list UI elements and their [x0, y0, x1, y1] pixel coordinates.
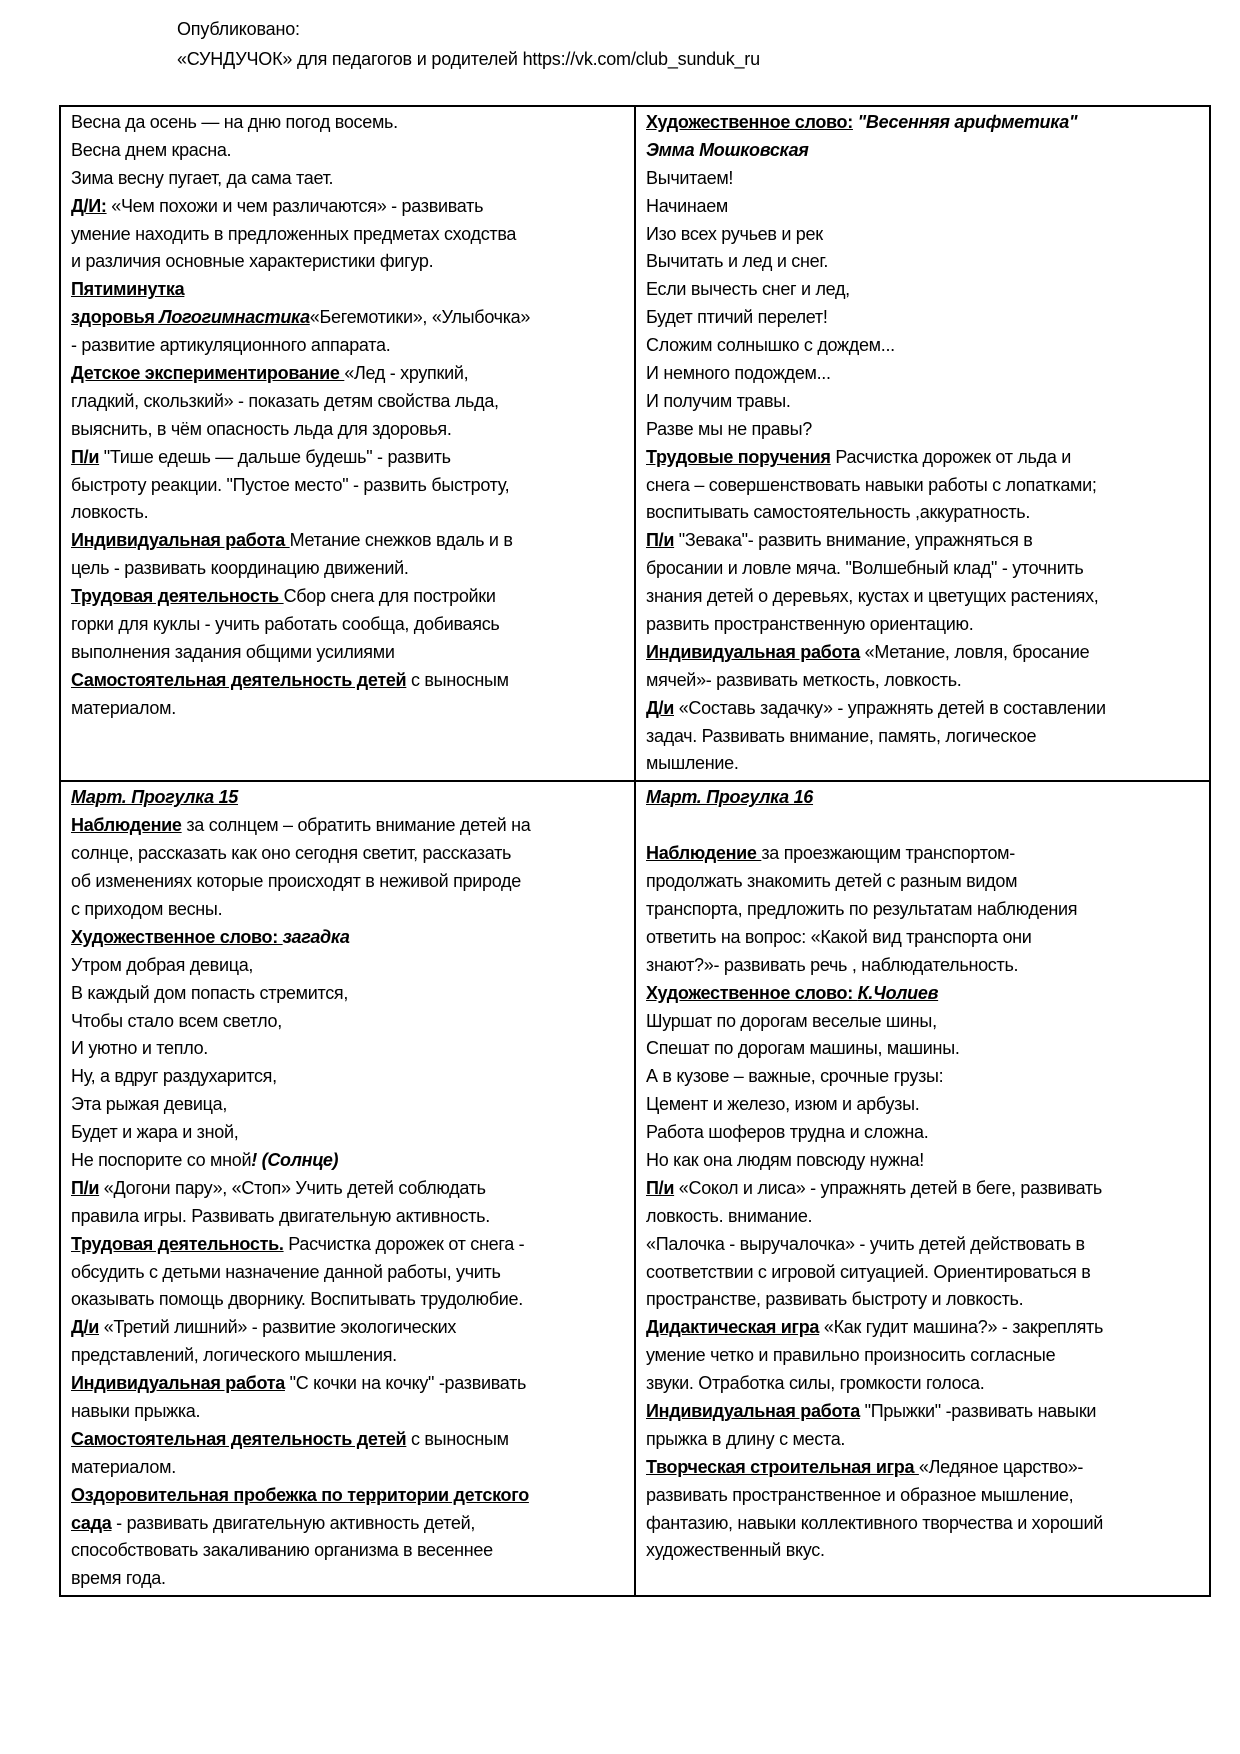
- body-text: быстроту реакции. "Пустое место" - развить быстроту,: [71, 474, 510, 495]
- text-line: [71, 1147, 626, 1175]
- text-line: [71, 555, 626, 583]
- body-text: Весна да осень — на дню погод восемь.: [71, 112, 398, 132]
- body-text: пространстве, развивать быстроту и ловкость.: [646, 1289, 1024, 1310]
- text-line: [646, 1035, 1201, 1063]
- text-line: [71, 1063, 626, 1091]
- text-line: [71, 332, 626, 360]
- heading-text: Самостоятельная деятельность детей: [71, 1428, 407, 1449]
- body-text: Весна днем красна.: [71, 139, 232, 160]
- body-text: Метание снежков вдаль и в: [289, 530, 513, 551]
- body-text: ловкость. внимание.: [646, 1205, 813, 1226]
- text-line: [71, 472, 626, 500]
- body-text: соответствии с игровой ситуацией. Ориентироваться в: [646, 1261, 1091, 1282]
- body-text: развивать пространственное и образное мышление,: [646, 1484, 1074, 1505]
- body-text: художественный вкус.: [646, 1540, 825, 1561]
- body-text: ловкость.: [71, 502, 149, 523]
- body-text: Зима весну пугает, да сама тает.: [71, 167, 334, 188]
- body-text: мячей»- развивать меткость, ловкость.: [646, 669, 962, 690]
- text-line: [71, 583, 626, 611]
- body-text: Вычитаем!: [646, 167, 734, 188]
- body-text: «Как гудит машина?» - закреплять: [819, 1317, 1104, 1338]
- body-text: Утром добрая девица,: [71, 954, 254, 975]
- text-line: [646, 444, 1201, 472]
- body-text: - развитие артикуляционного аппарата.: [71, 335, 391, 356]
- body-text: Начинаем: [646, 195, 728, 216]
- text-line: [646, 1203, 1201, 1231]
- body-text: Но как она людям повсюду нужна!: [646, 1149, 924, 1170]
- body-text: "Прыжки" -развивать навыки: [859, 1400, 1097, 1421]
- heading-text: Д/и: [646, 697, 674, 718]
- heading-text: Художественное слово:: [71, 926, 283, 947]
- text-line: [71, 980, 626, 1008]
- text-line: [71, 667, 626, 695]
- body-text: материалом.: [71, 1456, 176, 1477]
- text-line: [71, 444, 626, 472]
- heading-text: Логогимнастика: [159, 307, 310, 328]
- body-text: способствовать закаливанию организма в весеннее: [71, 1540, 493, 1561]
- body-text: "Зевака"- развить внимание, упражняться в: [674, 530, 1033, 551]
- text-line: [71, 499, 626, 527]
- text-line: [71, 1091, 626, 1119]
- heading-text: К.Чолиев: [857, 982, 939, 1003]
- heading-text: Март. Прогулка 16: [646, 787, 814, 808]
- body-text: «Сокол и лиса» - упражнять детей в беге, развивать: [674, 1177, 1102, 1198]
- body-text: Эта рыжая девица,: [71, 1094, 228, 1115]
- heading-text: Детское экспериментирование: [71, 363, 345, 384]
- heading-text: Наблюдение: [646, 843, 762, 864]
- body-text: «Догони пару», «Стоп» Учить детей соблюдать: [99, 1177, 486, 1198]
- body-text: Сбор снега для постройки: [283, 586, 496, 607]
- text-line: [646, 1008, 1201, 1036]
- heading-text: Трудовые поручения: [646, 446, 831, 467]
- text-line: [646, 1426, 1201, 1454]
- body-text: цель - развивать координацию движений.: [71, 558, 409, 579]
- text-line: [646, 812, 1201, 840]
- body-text: И уютно и тепло.: [71, 1038, 209, 1059]
- text-line: [71, 1510, 626, 1538]
- body-text: навыки прыжка.: [71, 1400, 201, 1421]
- text-line: [646, 304, 1201, 332]
- body-text: А в кузове – важные, срочные грузы:: [646, 1066, 944, 1087]
- body-text: Работа шоферов трудна и сложна.: [646, 1122, 929, 1143]
- heading-text: Оздоровительная пробежка по территории детского: [71, 1484, 529, 1505]
- body-text: "Тише едешь — дальше будешь" - развить: [99, 446, 451, 467]
- text-line: [71, 1175, 626, 1203]
- body-text: Ну, а вдруг раздухарится,: [71, 1066, 277, 1087]
- text-line: [71, 1482, 626, 1510]
- text-line: [646, 1231, 1201, 1259]
- body-text: обсудить с детьми назначение данной работы, учить: [71, 1261, 501, 1282]
- text-line: [646, 924, 1201, 952]
- heading-text: Творческая строительная игра: [646, 1456, 919, 1477]
- text-line: [646, 952, 1201, 980]
- body-text: выяснить, в чём опасность льда для здоровья.: [71, 418, 452, 439]
- text-line: [71, 416, 626, 444]
- heading-text: Индивидуальная работа: [646, 1400, 860, 1421]
- text-line: [646, 1537, 1201, 1565]
- heading-text: Март. Прогулка 15: [71, 787, 239, 808]
- text-line: [71, 109, 626, 137]
- text-line: [646, 109, 1201, 137]
- heading-text: Индивидуальная работа: [71, 1373, 285, 1394]
- heading-text: П/и: [646, 530, 675, 551]
- text-line: [646, 896, 1201, 924]
- table-cell-walk-16: [635, 781, 1210, 1596]
- body-text: воспитывать самостоятельность ,аккуратность.: [646, 502, 1031, 523]
- body-text: знания детей о деревьях, кустах и цветущих растениях,: [646, 586, 1099, 607]
- text-line: [646, 1482, 1201, 1510]
- text-line: [646, 1063, 1201, 1091]
- heading-text: Самостоятельная деятельность детей: [71, 669, 407, 690]
- body-text: - развивать двигательную активность детей,: [111, 1512, 476, 1533]
- heading-text: Д/и: [71, 1317, 99, 1338]
- text-line: [71, 1119, 626, 1147]
- text-line: [646, 555, 1201, 583]
- body-text: Разве мы не правы?: [646, 418, 812, 439]
- body-text: «Чем похожи и чем различаются» - развивать: [106, 195, 484, 216]
- text-line: [646, 695, 1201, 723]
- body-text: Расчистка дорожек от льда и: [830, 446, 1071, 467]
- text-line: [71, 221, 626, 249]
- text-line: [646, 639, 1201, 667]
- body-text: солнце, рассказать как оно сегодня светит, рассказать: [71, 843, 512, 864]
- heading-text: П/и: [71, 1177, 100, 1198]
- text-line: [646, 1370, 1201, 1398]
- text-line: [71, 1342, 626, 1370]
- body-text: В каждый дом попасть стремится,: [71, 982, 349, 1003]
- text-line: [646, 667, 1201, 695]
- body-text: И немного подождем...: [646, 363, 831, 384]
- body-text: «Третий лишний» - развитие экологических: [99, 1317, 457, 1338]
- heading-text: Пятиминутка: [71, 279, 185, 300]
- body-text: продолжать знакомить детей с разным видом: [646, 871, 1018, 892]
- text-line: [71, 896, 626, 924]
- text-line: [646, 723, 1201, 751]
- text-line: [71, 1203, 626, 1231]
- text-line: [646, 388, 1201, 416]
- body-text: звуки. Отработка силы, громкости голоса.: [646, 1373, 985, 1394]
- text-line: [71, 784, 626, 812]
- body-text: бросании и ловле мяча. "Волшебный клад" - уточнить: [646, 558, 1084, 579]
- text-line: [646, 360, 1201, 388]
- text-line: [646, 221, 1201, 249]
- body-text: мышление.: [646, 753, 739, 774]
- text-line: [71, 1259, 626, 1287]
- text-line: [71, 1537, 626, 1565]
- text-line: [71, 840, 626, 868]
- text-line: [646, 1091, 1201, 1119]
- body-text: ответить на вопрос: «Какой вид транспорта они: [646, 926, 1032, 947]
- heading-text: сада: [71, 1512, 112, 1533]
- heading-text: П/и: [71, 446, 100, 467]
- text-line: [71, 924, 626, 952]
- body-text: за солнцем – обратить внимание детей на: [181, 815, 531, 836]
- table-row: [60, 781, 1210, 1596]
- text-line: [71, 304, 626, 332]
- heading-text: Художественное слово:: [646, 112, 853, 132]
- body-text: фантазию, навыки коллективного творчества и хороший: [646, 1512, 1103, 1533]
- text-line: [646, 499, 1201, 527]
- heading-text: Наблюдение: [71, 815, 182, 836]
- body-text: Чтобы стало всем светло,: [71, 1010, 282, 1031]
- body-text: Изо всех ручьев и рек: [646, 223, 823, 244]
- text-line: [646, 248, 1201, 276]
- body-text: умение четко и правильно произносить согласные: [646, 1345, 1056, 1366]
- heading-text: загадка: [282, 926, 350, 947]
- text-line: [646, 840, 1201, 868]
- text-line: [71, 1286, 626, 1314]
- body-text: "С кочки на кочку" -развивать: [284, 1373, 527, 1394]
- body-text: Если вычесть снег и лед,: [646, 279, 850, 300]
- text-line: [71, 868, 626, 896]
- text-line: [646, 1259, 1201, 1287]
- heading-text: Индивидуальная работа: [71, 530, 290, 551]
- body-text: с выносным: [406, 669, 509, 690]
- text-line: [646, 583, 1201, 611]
- body-text: Шуршат по дорогам веселые шины,: [646, 1010, 937, 1031]
- heading-text: Трудовая деятельность: [71, 586, 284, 607]
- heading-text: Д/И:: [71, 195, 107, 216]
- heading-text: Дидактическая игра: [646, 1317, 820, 1338]
- body-text: задач. Развивать внимание, память, логическое: [646, 725, 1037, 746]
- text-line: [71, 1231, 626, 1259]
- heading-text: Эмма Мошковская: [646, 139, 809, 160]
- heading-text: "Весенняя арифметика": [852, 112, 1078, 132]
- text-line: [71, 952, 626, 980]
- body-text: выполнения задания общими усилиями: [71, 641, 395, 662]
- text-line: [71, 276, 626, 304]
- body-text: с приходом весны.: [71, 898, 223, 919]
- body-text: правила игры. Развивать двигательную активность.: [71, 1205, 490, 1226]
- heading-text: Трудовая деятельность.: [71, 1233, 284, 1254]
- published-label: Опубликовано:: [177, 19, 300, 39]
- text-line: [71, 527, 626, 555]
- text-line: [71, 1565, 626, 1593]
- text-line: [646, 1119, 1201, 1147]
- heading-text: Художественное слово:: [646, 982, 858, 1003]
- text-line: [646, 165, 1201, 193]
- text-line: [646, 1147, 1201, 1175]
- body-text: развить пространственную ориентацию.: [646, 614, 974, 635]
- body-text: «Составь задачку» - упражнять детей в составлении: [674, 697, 1106, 718]
- text-line: [71, 165, 626, 193]
- body-text: и различия основные характеристики фигур.: [71, 251, 434, 272]
- body-text: гладкий, скользкий» - показать детям свойства льда,: [71, 390, 499, 411]
- walk-plan-table: [59, 105, 1211, 1597]
- text-line: [71, 1426, 626, 1454]
- text-line: [71, 360, 626, 388]
- text-line: [646, 1398, 1201, 1426]
- text-line: [71, 1035, 626, 1063]
- text-line: [646, 1342, 1201, 1370]
- table-cell-walk-15: [60, 781, 635, 1596]
- body-text: Будет птичий перелет!: [646, 307, 828, 328]
- text-line: [71, 611, 626, 639]
- text-line: [646, 1454, 1201, 1482]
- body-text: снега – совершенствовать навыки работы с лопатками;: [646, 474, 1097, 495]
- text-line: [646, 1510, 1201, 1538]
- body-text: транспорта, предложить по результатам наблюдения: [646, 898, 1078, 919]
- table-row: [60, 106, 1210, 781]
- body-text: время года.: [71, 1568, 166, 1589]
- body-text: Спешат по дорогам машины, машины.: [646, 1038, 960, 1059]
- text-line: [71, 137, 626, 165]
- body-text: Будет и жара и зной,: [71, 1122, 239, 1143]
- body-text: Не поспорите со мной: [71, 1149, 252, 1170]
- body-text: «Лед - хрупкий,: [344, 363, 469, 384]
- table-cell-continuation-left: [60, 106, 635, 781]
- heading-text: здоровья: [71, 307, 160, 328]
- body-text: с выносным: [406, 1428, 509, 1449]
- body-text: «Бегемотики», «Улыбочка»: [309, 307, 531, 328]
- text-line: [646, 868, 1201, 896]
- text-line: [71, 388, 626, 416]
- text-line: [646, 611, 1201, 639]
- text-line: [71, 695, 626, 723]
- text-line: [71, 193, 626, 221]
- body-text: горки для куклы - учить работать сообща, добиваясь: [71, 614, 500, 635]
- text-line: [646, 472, 1201, 500]
- body-text: знают?»- развивать речь , наблюдательность.: [646, 954, 1019, 975]
- body-text: материалом.: [71, 697, 176, 718]
- body-text: И получим травы.: [646, 390, 791, 411]
- body-text: умение находить в предложенных предметах сходства: [71, 223, 517, 244]
- text-line: [646, 527, 1201, 555]
- heading-text: П/и: [646, 1177, 675, 1198]
- text-line: [71, 812, 626, 840]
- body-text: Расчистка дорожек от снега -: [283, 1233, 525, 1254]
- body-text: оказывать помощь дворнику. Воспитывать трудолюбие.: [71, 1289, 523, 1310]
- text-line: [646, 1175, 1201, 1203]
- body-text: «Палочка - выручалочка» - учить детей действовать в: [646, 1233, 1085, 1254]
- body-text: прыжка в длину с места.: [646, 1428, 846, 1449]
- text-line: [71, 1454, 626, 1482]
- table-cell-continuation-right: [635, 106, 1210, 781]
- text-line: [646, 332, 1201, 360]
- text-line: [646, 193, 1201, 221]
- body-text: Сложим солнышко с дождем...: [646, 335, 895, 356]
- text-line: [71, 248, 626, 276]
- heading-text: ! (Солнце): [251, 1149, 339, 1170]
- text-line: [71, 1008, 626, 1036]
- text-line: [646, 416, 1201, 444]
- publication-header: [177, 14, 760, 74]
- text-line: [646, 137, 1201, 165]
- text-line: [71, 1370, 626, 1398]
- text-line: [646, 784, 1201, 812]
- text-line: [646, 1314, 1201, 1342]
- body-text: за проезжающим транспортом-: [761, 843, 1015, 864]
- heading-text: Индивидуальная работа: [646, 641, 860, 662]
- text-line: [71, 1398, 626, 1426]
- text-line: [646, 276, 1201, 304]
- text-line: [646, 750, 1201, 778]
- body-text: об изменениях которые происходят в неживой природе: [71, 871, 521, 892]
- text-line: [646, 980, 1201, 1008]
- body-text: «Метание, ловля, бросание: [859, 641, 1090, 662]
- text-line: [71, 1314, 626, 1342]
- body-text: «Ледяное царство»-: [918, 1456, 1084, 1477]
- body-text: представлений, логического мышления.: [71, 1345, 397, 1366]
- publisher-line: «СУНДУЧОК» для педагогов и родителей https://vk.com/club_sunduk_ru: [177, 49, 760, 69]
- body-text: Цемент и железо, изюм и арбузы.: [646, 1094, 920, 1115]
- text-line: [646, 1286, 1201, 1314]
- text-line: [71, 639, 626, 667]
- body-text: Вычитать и лед и снег.: [646, 251, 829, 272]
